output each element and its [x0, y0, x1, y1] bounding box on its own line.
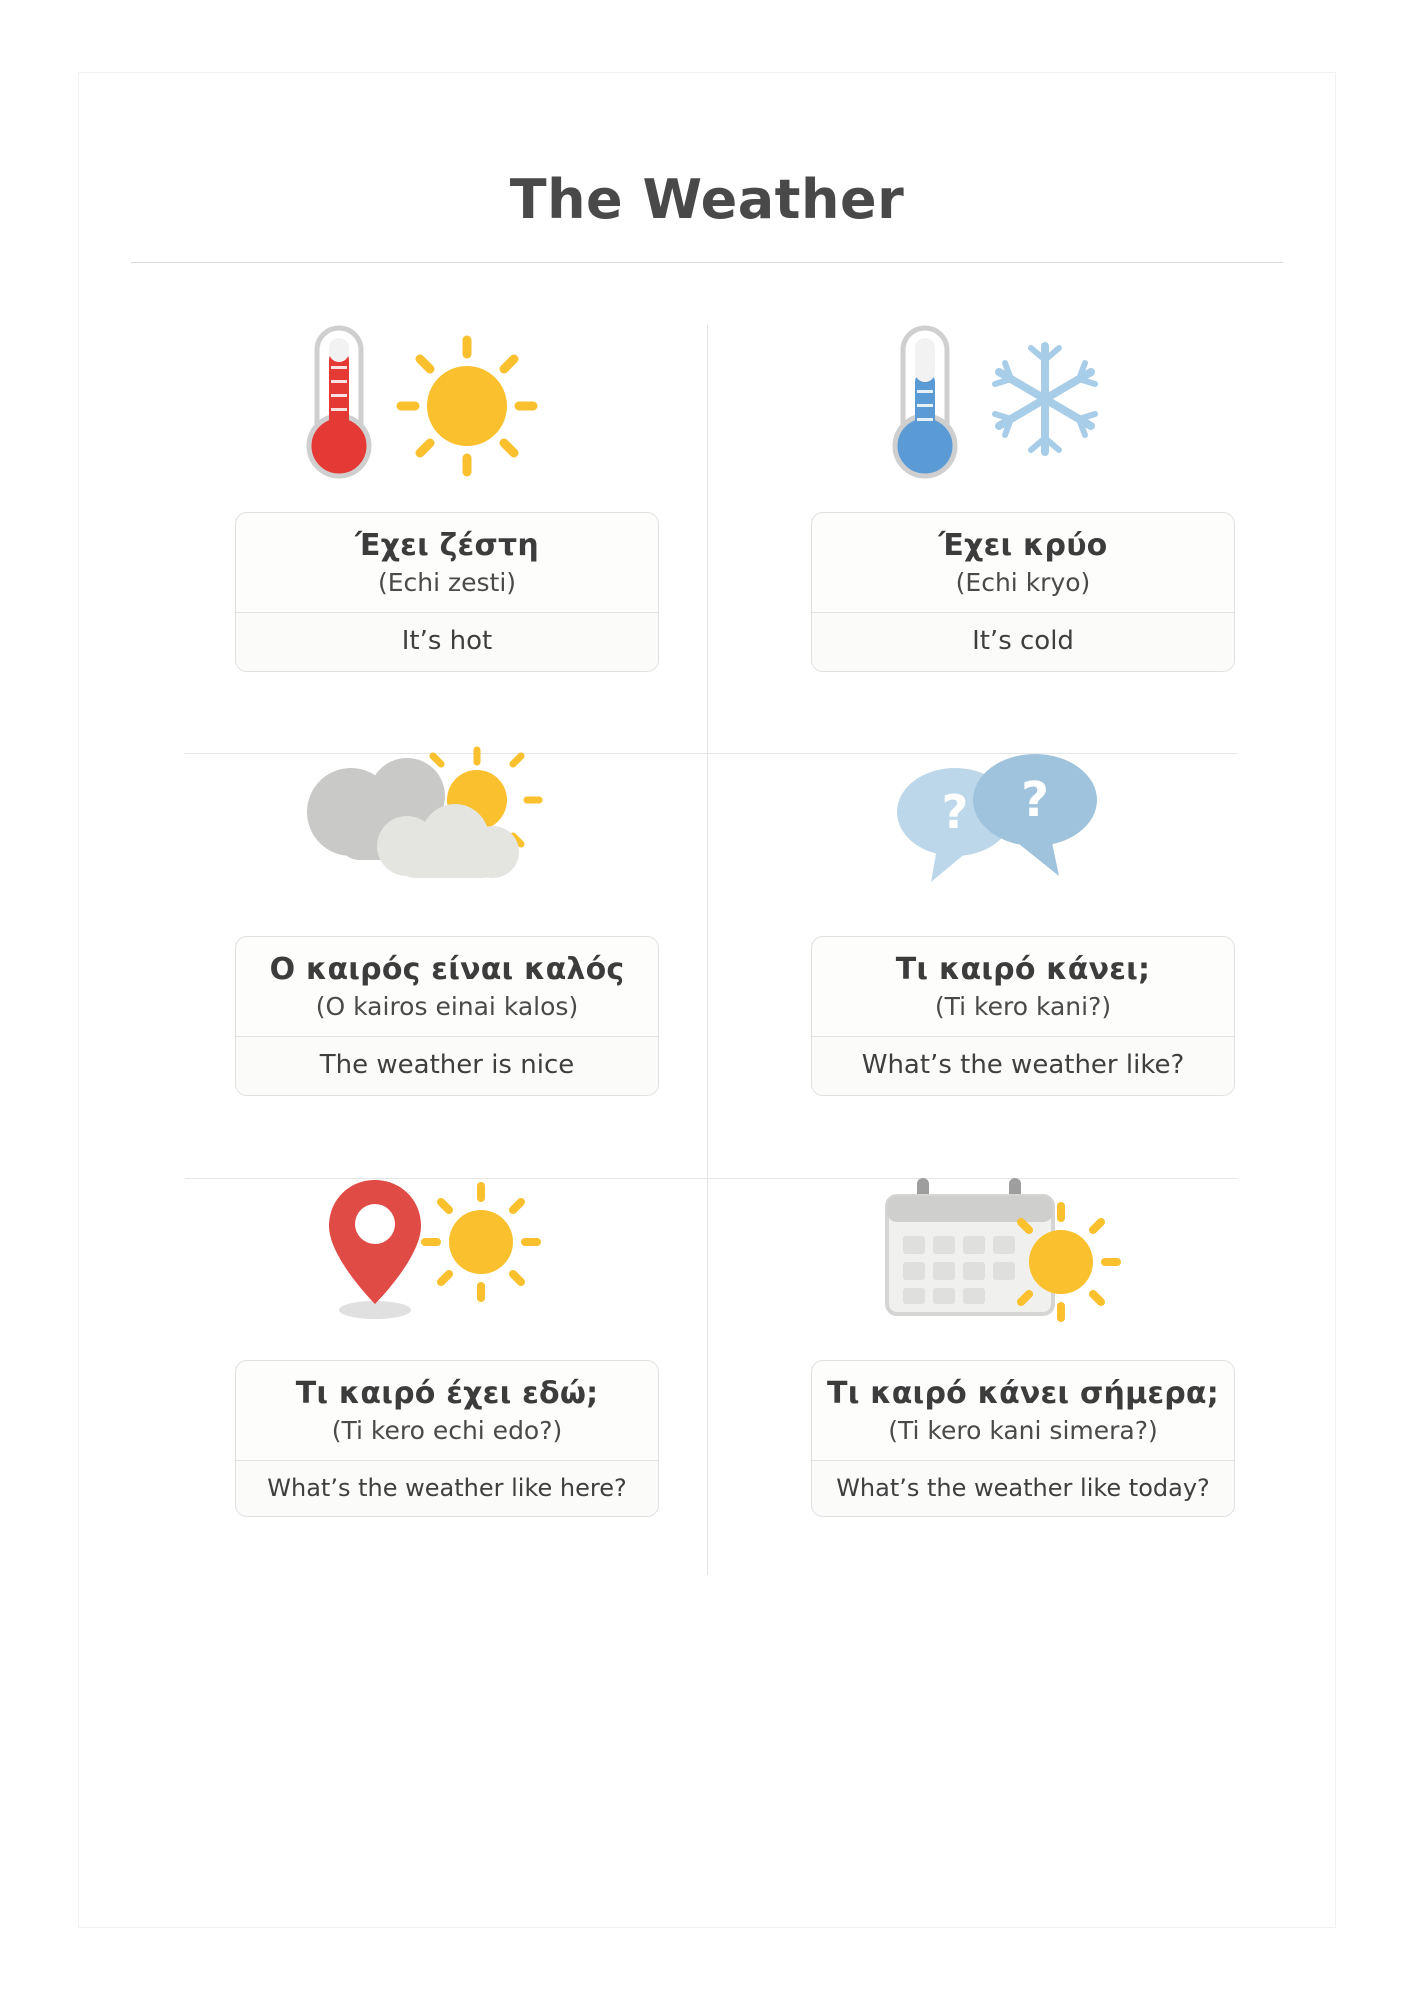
greek-block	[812, 937, 1234, 1036]
greek-block	[236, 937, 658, 1036]
greek-phrase: Έχει ζέστη	[355, 528, 539, 563]
sun-behind-cloud-icon	[131, 724, 707, 924]
greek-phrase: Τι καιρό κάνει;	[895, 952, 1151, 987]
greek-block	[236, 513, 658, 612]
phrase-card	[811, 1360, 1235, 1517]
transliteration: (Echi kryo)	[955, 567, 1091, 597]
greek-block	[812, 1361, 1234, 1460]
english-block	[236, 1037, 658, 1095]
greek-block	[812, 513, 1234, 612]
transliteration: (Ti kero kani?)	[934, 991, 1112, 1021]
page-title: The Weather	[509, 168, 905, 231]
transliteration: (Ti kero kani simera?)	[888, 1415, 1158, 1445]
english-block	[812, 613, 1234, 671]
phrase-cell	[707, 1148, 1283, 1572]
phrase-cell	[131, 300, 707, 724]
transliteration: (Echi zesti)	[377, 567, 517, 597]
greek-phrase: Ο καιρός είναι καλός	[269, 952, 625, 987]
svg-text:?: ?	[1021, 772, 1049, 828]
location-pin-sun-icon	[131, 1148, 707, 1348]
calendar-sun-icon	[707, 1148, 1283, 1348]
thermometer-cold-snowflake-icon	[707, 300, 1283, 500]
phrase-grid	[131, 300, 1283, 1570]
greek-phrase: Τι καιρό έχει εδώ;	[295, 1376, 599, 1411]
phrase-card	[811, 512, 1235, 672]
title-divider	[131, 262, 1283, 263]
greek-phrase: Τι καιρό κάνει σήμερα;	[827, 1376, 1219, 1411]
english-block	[812, 1461, 1234, 1517]
english-block	[236, 613, 658, 671]
greek-phrase: Έχει κρύο	[938, 528, 1108, 563]
greek-block	[236, 1361, 658, 1460]
phrase-cell	[131, 724, 707, 1148]
phrase-card	[235, 512, 659, 672]
english-block	[236, 1461, 658, 1517]
phrase-card	[811, 936, 1235, 1096]
phrase-cell	[707, 300, 1283, 724]
phrase-card	[235, 1360, 659, 1517]
english-translation: It’s hot	[401, 625, 493, 656]
phrase-cell	[131, 1148, 707, 1572]
svg-text:?: ?	[941, 785, 969, 839]
english-block	[812, 1037, 1234, 1095]
question-speech-bubbles-icon	[707, 724, 1283, 924]
english-translation: The weather is nice	[319, 1049, 575, 1080]
english-translation: What’s the weather like here?	[267, 1473, 627, 1502]
thermometer-hot-sun-icon	[131, 300, 707, 500]
phrase-cell	[707, 724, 1283, 1148]
english-translation: What’s the weather like?	[861, 1049, 1185, 1080]
transliteration: (Ti kero echi edo?)	[331, 1415, 563, 1445]
phrase-card	[235, 936, 659, 1096]
english-translation: What’s the weather like today?	[836, 1473, 1210, 1502]
english-translation: It’s cold	[972, 625, 1074, 656]
transliteration: (O kairos einai kalos)	[315, 991, 579, 1021]
